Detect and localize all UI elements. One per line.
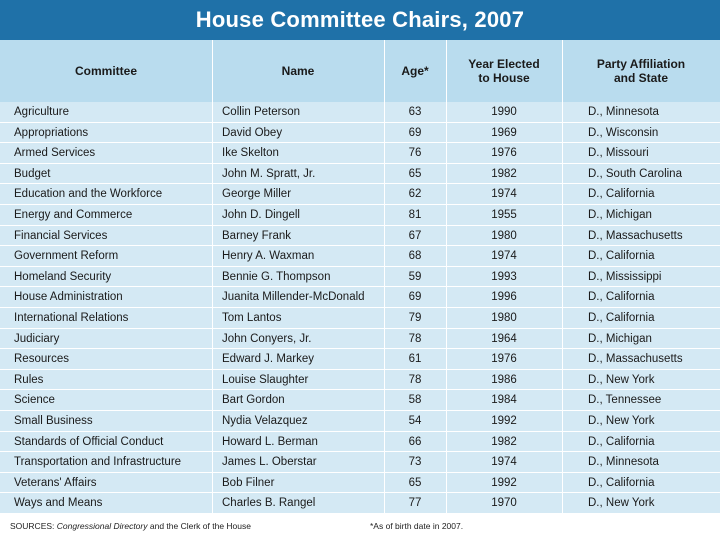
cell-year-elected: 1982 — [491, 435, 517, 448]
cell-committee: Small Business — [14, 415, 93, 427]
table-header — [0, 40, 720, 102]
sources-note — [10, 521, 251, 531]
table-row — [0, 452, 720, 473]
table-row — [0, 308, 720, 329]
cell-age: 58 — [408, 394, 422, 407]
column-divider — [446, 40, 447, 514]
header-name: Name — [281, 64, 315, 78]
cell-name: Barney Frank — [222, 229, 292, 242]
cell-name: Henry A. Waxman — [222, 250, 315, 263]
cell-party: D., Massachusetts — [588, 353, 683, 366]
cell-party: D., New York — [588, 415, 655, 427]
table-row — [0, 473, 720, 494]
cell-age: 69 — [408, 126, 422, 139]
cell-party: D., New York — [588, 497, 655, 510]
cell-year-elected: 1976 — [491, 353, 517, 366]
cell-age: 63 — [408, 106, 422, 118]
cell-age: 59 — [408, 270, 422, 283]
header-year-elected — [446, 40, 562, 102]
cell-party: D., California — [588, 476, 655, 489]
cell-committee: Education and the Workforce — [14, 188, 163, 201]
cell-party: D., South Carolina — [588, 167, 682, 180]
cell-age: 68 — [408, 250, 422, 263]
cell-name: Bart Gordon — [222, 394, 285, 407]
table-footer — [0, 514, 720, 540]
cell-year-elected: 1993 — [491, 270, 517, 283]
cell-party: D., Massachusetts — [588, 229, 683, 242]
cell-age: 54 — [408, 415, 422, 427]
cell-committee: Government Reform — [14, 250, 119, 263]
sources-label: SOURCES: — [10, 521, 55, 531]
cell-name: David Obey — [222, 126, 283, 139]
cell-committee: Appropriations — [14, 126, 89, 139]
cell-committee: Standards of Official Conduct — [14, 435, 164, 448]
cell-age: 79 — [408, 312, 422, 324]
cell-name: Nydia Velazquez — [222, 415, 308, 427]
cell-party: D., California — [588, 291, 655, 304]
cell-committee: Armed Services — [14, 147, 96, 160]
table-row — [0, 123, 720, 144]
cell-year-elected: 1992 — [491, 476, 517, 489]
header-year-line1: Year Elected — [468, 57, 540, 71]
cell-name: James L. Oberstar — [222, 456, 317, 469]
cell-year-elected: 1986 — [491, 373, 517, 386]
cell-committee: Judiciary — [14, 332, 60, 345]
table-row — [0, 102, 720, 123]
cell-year-elected: 1974 — [491, 456, 517, 469]
column-divider — [212, 40, 213, 514]
cell-year-elected: 1982 — [491, 167, 517, 180]
cell-committee: Budget — [14, 167, 51, 180]
cell-name: George Miller — [222, 188, 292, 201]
table-row — [0, 390, 720, 411]
table-row — [0, 226, 720, 247]
cell-party: D., Mississippi — [588, 270, 662, 283]
table-row — [0, 246, 720, 267]
cell-year-elected: 1980 — [491, 312, 517, 324]
cell-committee: Homeland Security — [14, 270, 112, 283]
cell-age: 76 — [408, 147, 422, 160]
table-row — [0, 287, 720, 308]
cell-name: Charles B. Rangel — [222, 497, 316, 510]
cell-committee: Veterans' Affairs — [14, 476, 97, 489]
cell-party: D., California — [588, 312, 655, 324]
header-party-line1: Party Affiliation — [596, 57, 686, 71]
cell-committee: Ways and Means — [14, 497, 103, 510]
cell-party: D., California — [588, 188, 655, 201]
table-row — [0, 411, 720, 432]
table-row — [0, 349, 720, 370]
column-divider — [562, 40, 563, 514]
cell-committee: Financial Services — [14, 229, 108, 242]
header-party-line2: and State — [613, 71, 668, 85]
cell-name: Juanita Millender-McDonald — [222, 291, 365, 304]
cell-age: 78 — [408, 373, 422, 386]
sources-italic: Congressional Directory — [56, 521, 148, 531]
cell-age: 65 — [408, 167, 422, 180]
cell-age: 67 — [408, 229, 422, 242]
cell-year-elected: 1974 — [491, 250, 517, 263]
table-row — [0, 205, 720, 226]
cell-year-elected: 1996 — [491, 291, 517, 304]
table-body — [0, 102, 720, 514]
cell-age: 78 — [408, 332, 422, 345]
cell-name: Tom Lantos — [222, 312, 282, 324]
table-title: House Committee Chairs, 2007 — [0, 0, 720, 40]
cell-age: 66 — [408, 435, 422, 448]
cell-committee: International Relations — [14, 312, 129, 324]
cell-age: 77 — [408, 497, 422, 510]
column-divider — [384, 40, 385, 514]
cell-name: Collin Peterson — [222, 106, 300, 118]
cell-name: Bennie G. Thompson — [222, 270, 331, 283]
age-footnote: *As of birth date in 2007. — [370, 521, 464, 531]
table-row — [0, 267, 720, 288]
cell-year-elected: 1980 — [491, 229, 517, 242]
header-committee: Committee — [74, 64, 137, 78]
cell-name: Bob Filner — [222, 476, 275, 489]
cell-committee: Rules — [14, 373, 44, 386]
cell-year-elected: 1990 — [491, 106, 517, 118]
sources-rest: and the Clerk of the House — [149, 521, 251, 531]
cell-year-elected: 1984 — [491, 394, 517, 407]
cell-year-elected: 1976 — [491, 147, 517, 160]
cell-committee: Agriculture — [14, 106, 69, 118]
cell-age: 81 — [408, 209, 422, 221]
table-row — [0, 184, 720, 205]
cell-name: Howard L. Berman — [222, 435, 318, 448]
cell-year-elected: 1970 — [491, 497, 517, 510]
table-row — [0, 329, 720, 350]
table-row — [0, 493, 720, 514]
cell-party: D., New York — [588, 373, 655, 386]
cell-party: D., Minnesota — [588, 456, 659, 469]
cell-party: D., Michigan — [588, 209, 652, 221]
cell-name: Ike Skelton — [222, 147, 279, 160]
cell-party: D., Minnesota — [588, 106, 659, 118]
cell-party: D., Michigan — [588, 332, 652, 345]
cell-age: 61 — [408, 353, 422, 366]
cell-name: Edward J. Markey — [222, 353, 315, 366]
cell-year-elected: 1992 — [491, 415, 517, 427]
table-row — [0, 432, 720, 453]
cell-party: D., California — [588, 250, 655, 263]
table-row — [0, 143, 720, 164]
cell-committee: Science — [14, 394, 55, 407]
cell-committee: Energy and Commerce — [14, 209, 133, 221]
cell-name: Louise Slaughter — [222, 373, 309, 386]
cell-party: D., Missouri — [588, 147, 649, 160]
cell-year-elected: 1969 — [491, 126, 517, 139]
table-row — [0, 370, 720, 391]
cell-age: 69 — [408, 291, 422, 304]
cell-name: John M. Spratt, Jr. — [222, 167, 316, 180]
table-row — [0, 164, 720, 185]
cell-year-elected: 1974 — [491, 188, 517, 201]
cell-age: 62 — [408, 188, 422, 201]
cell-party: D., California — [588, 435, 655, 448]
cell-party: D., Tennessee — [588, 394, 662, 407]
cell-age: 73 — [408, 456, 422, 469]
cell-committee: Transportation and Infrastructure — [14, 456, 182, 469]
cell-party: D., Wisconsin — [588, 126, 659, 139]
header-year-line2: to House — [478, 71, 530, 85]
header-party — [562, 40, 720, 102]
cell-committee: Resources — [14, 353, 69, 366]
cell-committee: House Administration — [14, 291, 123, 304]
cell-name: John Conyers, Jr. — [222, 332, 312, 345]
header-age: Age* — [401, 64, 429, 78]
cell-name: John D. Dingell — [222, 209, 300, 221]
cell-age: 65 — [408, 476, 422, 489]
cell-year-elected: 1964 — [491, 332, 517, 345]
cell-year-elected: 1955 — [491, 209, 517, 221]
